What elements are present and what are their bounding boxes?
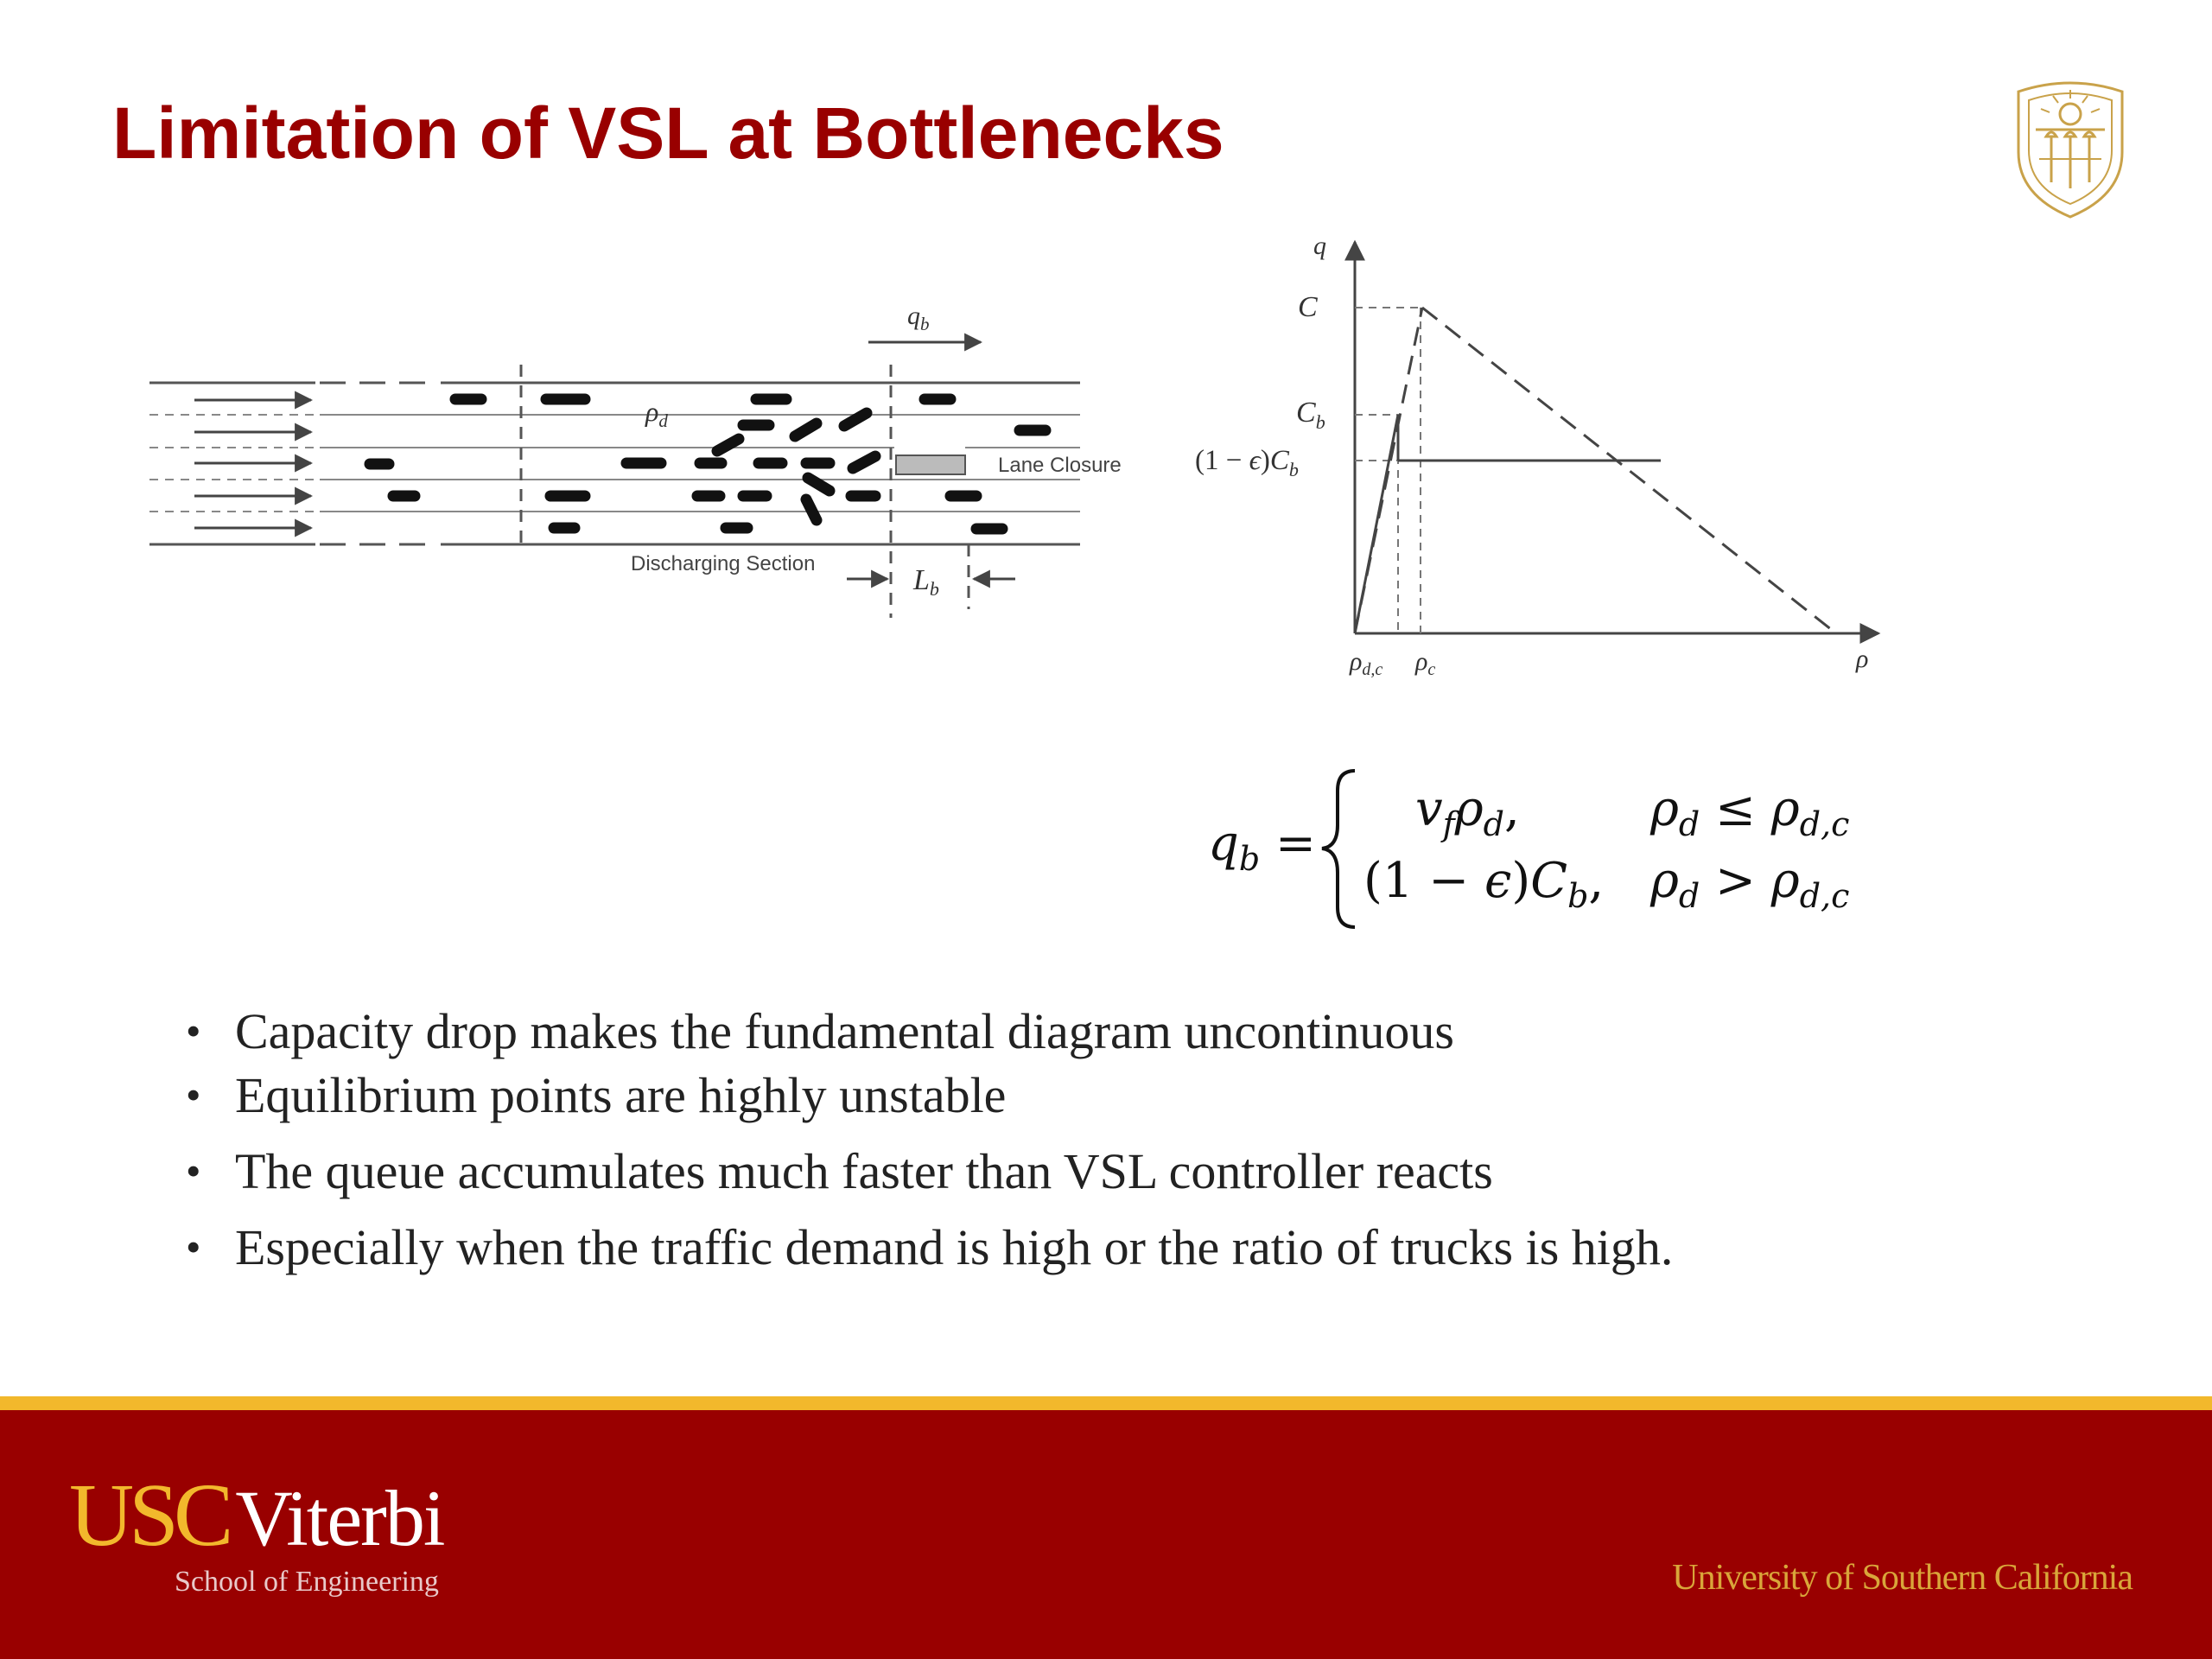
university-name: University of Southern California xyxy=(1672,1558,2133,1598)
length-label-lb: $L_b$ xyxy=(913,564,939,600)
lane-closure-label: Lane Closure xyxy=(998,454,1122,477)
fd-tick-rhodc: $\rho_{d,c}$ xyxy=(1350,647,1383,679)
fd-tick-eps-cb: $(1 - \epsilon)C_b$ xyxy=(1195,445,1299,480)
footer xyxy=(0,1410,2212,1659)
capacity-formula xyxy=(1184,752,1901,942)
flow-label-qb: $q_b$ xyxy=(907,302,930,334)
bullet-item: • Equilibrium points are highly unstable xyxy=(186,1071,2000,1121)
brand-viterbi: Viterbi xyxy=(235,1474,444,1562)
fd-axes xyxy=(1355,242,1878,633)
slide-title: Limitation of VSL at Bottlenecks xyxy=(112,92,1224,174)
lane-closure-block xyxy=(896,455,965,474)
fd-tick-c: C xyxy=(1298,291,1318,323)
fd-x-axis-label: ρ xyxy=(1856,645,1869,673)
fd-tick-rhoc: $\rho_c$ xyxy=(1415,647,1436,679)
bullet-list xyxy=(186,1003,2000,1275)
formula-case2-value: $(1 - \epsilon)C_b$, xyxy=(1363,853,1605,915)
fd-y-axis-label: q xyxy=(1313,232,1326,260)
density-label-rhod: $\rho_d$ xyxy=(645,396,668,431)
formula-case2-condition: $\rho_d > \rho_{d,c}$ xyxy=(1650,853,1850,915)
formula-case1-value: $v_f\rho_d$, xyxy=(1415,781,1520,843)
usc-viterbi-logo xyxy=(69,1465,444,1565)
brand-subtitle: School of Engineering xyxy=(175,1566,439,1598)
bottleneck-road-diagram xyxy=(143,285,1145,631)
fd-curve-solid xyxy=(1355,415,1661,633)
discharging-section-label: Discharging Section xyxy=(631,552,816,575)
formula-lhs: $q_b$ = xyxy=(1208,816,1316,878)
bullet-item: • Capacity drop makes the fundamental diagram uncontinuous xyxy=(186,1007,2000,1057)
fd-curve-dashed xyxy=(1355,308,1836,633)
inflow-arrows xyxy=(194,400,311,528)
brand-usc: USC xyxy=(69,1465,229,1565)
formula-brace xyxy=(1322,771,1355,927)
formula-case1-condition: $\rho_d \le \rho_{d,c}$ xyxy=(1650,781,1850,843)
usc-seal-logo xyxy=(2010,74,2131,221)
bullet-item: • Especially when the traffic demand is high or the ratio of trucks is high. xyxy=(186,1223,2000,1273)
fd-tick-cb: $C_b$ xyxy=(1296,397,1325,433)
footer-gold-rule xyxy=(0,1396,2212,1410)
fundamental-diagram xyxy=(1184,225,1892,691)
bullet-item: • The queue accumulates much faster than VSL controller reacts xyxy=(186,1147,2000,1197)
